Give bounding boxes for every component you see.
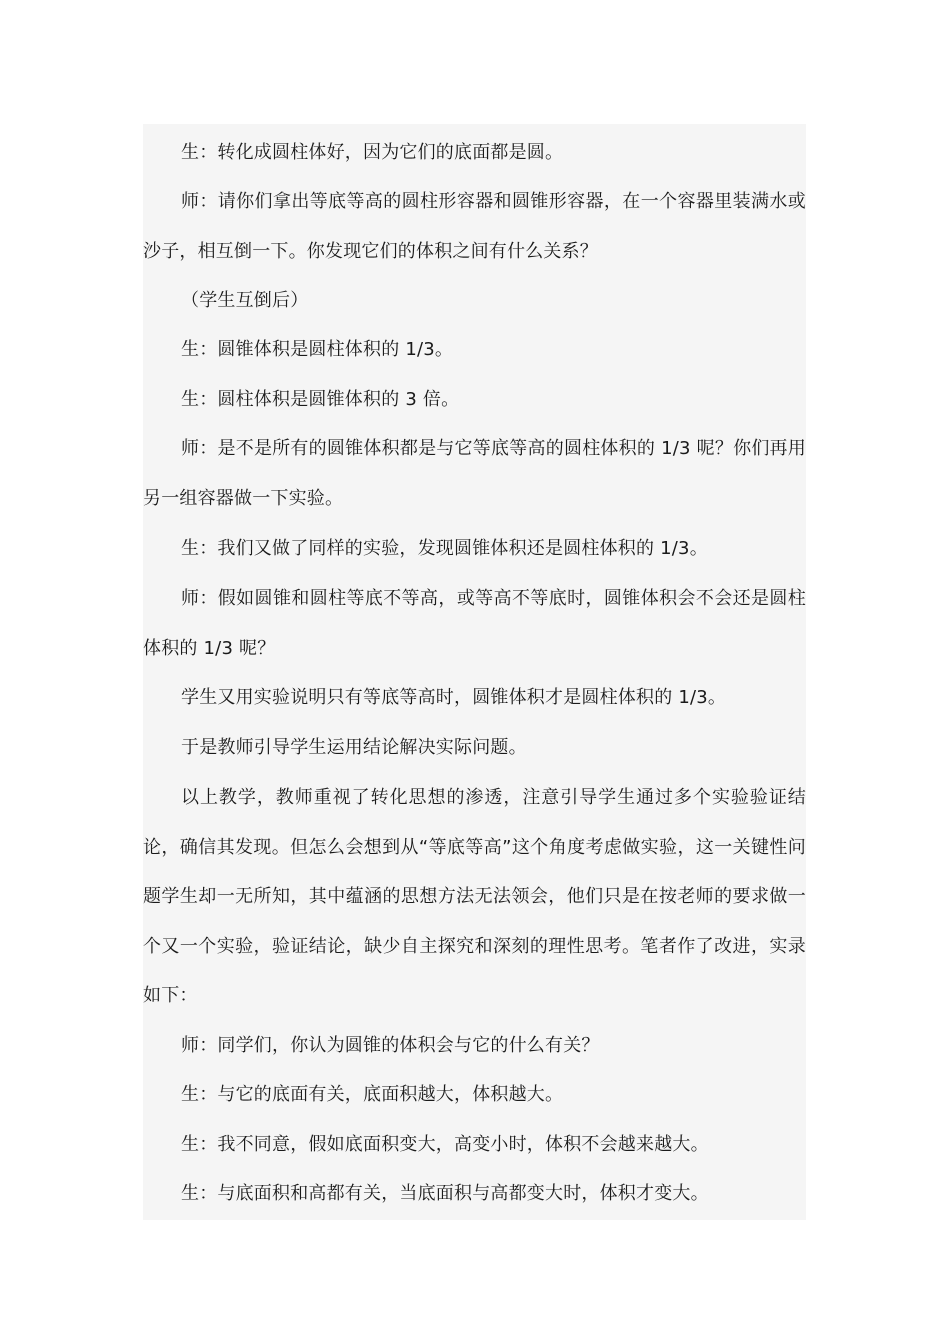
- paragraph-9: 学生又用实验说明只有等底等高时，圆锥体积才是圆柱体积的 1/3。: [181, 687, 727, 708]
- paragraph-12: 师：同学们，你认为圆锥的体积会与它的什么有关？: [181, 1035, 600, 1056]
- paragraph-11: 以上教学，教师重视了转化思想的渗透，注意引导学生通过多个实验验证结论，确信其发现。但怎么会想到从“等底等高”这个角度考虑做实验，这一关键性问题学生却一无所知，其中蕴涵的思想方法无法领会，他们只是在按老师的要求做一个又一个实验，验证结论，缺少自主探究和深刻的理性思考。笔者作了改进，实录如下：: [143, 787, 806, 1006]
- paragraph-15: 生：与底面积和高都有关，当底面积与高都变大时，体积才变大。: [181, 1183, 709, 1204]
- paragraph-1: 生：转化成圆柱体好，因为它们的底面都是圆。: [181, 142, 564, 163]
- document-body: [143, 124, 806, 1220]
- paragraph-8: 师：假如圆锥和圆柱等底不等高，或等高不等底时，圆锥体积会不会还是圆柱体积的 1/3 呢？: [143, 588, 806, 659]
- paragraph-3: （学生互倒后）: [181, 290, 309, 311]
- paragraph-2: 师：请你们拿出等底等高的圆柱形容器和圆锥形容器，在一个容器里装满水或沙子，相互倒一下。你发现它们的体积之间有什么关系？: [143, 191, 806, 262]
- paragraph-6: 师：是不是所有的圆锥体积都是与它等底等高的圆柱体积的 1/3 呢？你们再用另一组容器做一下实验。: [143, 438, 806, 509]
- paragraph-7: 生：我们又做了同样的实验，发现圆锥体积还是圆柱体积的 1/3。: [181, 538, 708, 559]
- paragraph-5: 生：圆柱体积是圆锥体积的 3 倍。: [181, 389, 460, 410]
- paragraph-4: 生：圆锥体积是圆柱体积的 1/3。: [181, 339, 454, 360]
- paragraph-10: 于是教师引导学生运用结论解决实际问题。: [181, 737, 527, 758]
- paragraph-14: 生：我不同意，假如底面积变大，高变小时，体积不会越来越大。: [181, 1134, 709, 1155]
- paragraph-13: 生：与它的底面有关，底面积越大，体积越大。: [181, 1084, 564, 1105]
